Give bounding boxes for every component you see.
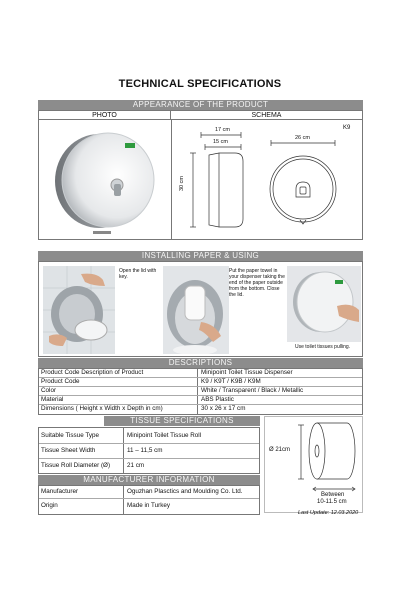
row-value: Minipoint Toilet Tissue Roll [127,432,202,439]
step1-photo [43,266,115,354]
row-label: Manufacturer [41,488,79,495]
roll-diameter: Ø 21cm [269,447,291,453]
schema-drawing [179,123,359,238]
schema-width-inner: 15 cm [213,139,228,145]
page-title: TECHNICAL SPECIFICATIONS [118,78,282,90]
table-row [39,378,362,387]
schema-model: K9 [343,125,351,131]
step2-text: Put the paper towel in your dispenser taking the end of the paper outside from the bottom. Close the lid. [229,268,285,298]
section-descriptions: DESCRIPTIONS [38,358,363,368]
step2-photo [163,266,229,354]
schema-width-total: 17 cm [215,127,230,133]
photo-header: PHOTO [39,111,171,120]
row-value: 11 – 11,5 cm [127,447,163,454]
table-row [39,458,259,473]
section-tissue: TISSUE SPECIFICATIONS [104,416,260,426]
manufacturer-table [38,485,260,515]
row-value: ABS Plastic [201,396,234,403]
table-row [39,498,259,514]
row-label: Dimensions ( Height x Width x Depth in cm) [41,405,163,412]
schema-header: SCHEMA [171,111,362,120]
roll-between-value: 10-11.5 cm [317,499,347,505]
row-label: Tissue Sheet Width [41,447,96,454]
row-label: Color [41,387,57,394]
appearance-panel [38,110,363,240]
dispenser-photo [53,129,158,234]
row-label: Tissue Roll Diameter (Ø) [41,462,111,469]
table-row [39,387,362,396]
roll-between-label: Between [321,492,345,498]
row-label: Suitable Tissue Type [41,432,99,439]
table-row [39,396,362,405]
brand-logo [125,143,135,148]
tissue-roll-drawing [265,417,364,514]
section-installing: INSTALLING PAPER & USING [38,251,363,261]
spec-sheet [38,100,363,515]
row-value: White / Transparent / Black / Metallic [201,387,304,394]
row-label: Material [41,396,64,403]
section-manufacturer: MANUFACTURER INFORMATION [38,475,260,485]
row-value: Minipoint Toilet Tissue Dispenser [201,369,293,376]
table-row [39,405,362,413]
descriptions-table [38,368,363,415]
step1-text: Open the lid with key. [119,268,157,280]
table-row [39,443,259,459]
column-divider [171,120,172,239]
table-row [39,369,362,378]
row-value: K9 / K9T / K9B / K9M [201,378,261,385]
step3-text: Use toilet tissues pulling. [295,344,351,350]
installing-panel [38,261,363,357]
section-appearance: APPEARANCE OF THE PRODUCT [38,100,363,110]
row-label: Product Code Description of Product [41,369,144,376]
row-value: 21 cm [127,462,145,469]
row-value: 30 x 26 x 17 cm [201,405,246,412]
roll-diagram-box [264,416,363,513]
table-row [39,428,259,444]
row-value: Made in Turkey [127,502,171,509]
tissue-table [38,427,260,474]
schema-height: 30 cm [179,176,185,191]
row-label: Product Code [41,378,80,385]
row-label: Origin [41,502,58,509]
row-value: Oguzhan Plasctics and Moulding Co. Ltd. [127,488,243,495]
last-update: Last Update: 12.03.2020 [298,510,359,516]
schema-depth: 26 cm [295,135,310,141]
step3-photo [287,266,361,342]
